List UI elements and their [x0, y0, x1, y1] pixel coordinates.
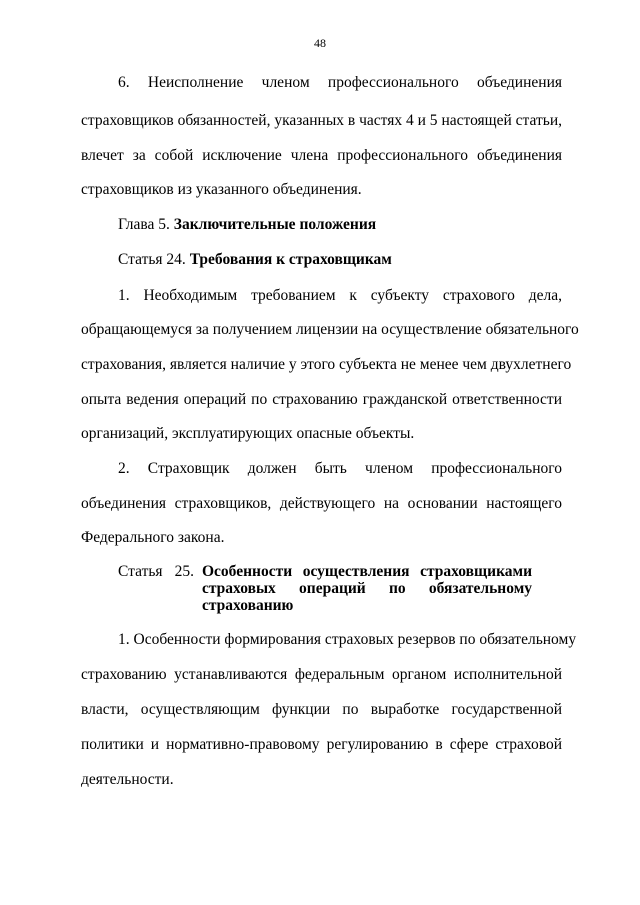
title-line: Особенности осуществления страховщиками [202, 563, 532, 580]
text-line: страховщиков из указанного объединения. [81, 181, 362, 198]
article-25-prefix [118, 563, 194, 581]
text-line: 6. Неисполнение членом профессионального объединения [118, 74, 562, 91]
chapter-heading [118, 215, 562, 235]
text-line: опыта ведения операций по страхованию гражданской ответственности [81, 391, 562, 408]
text-line: 1. Необходимым требованием к субъекту страхового дела, [118, 287, 562, 304]
article-25-word: Статья [118, 563, 163, 580]
chapter-title: Заключительные положения [173, 216, 377, 233]
article-25-title [202, 563, 532, 614]
title-line: страхованию [202, 597, 294, 614]
text-line: 1. Особенности формирования страховых резервов по обязательному [118, 631, 577, 648]
article-25-number: 25. [174, 563, 194, 580]
text-line: объединения страховщиков, действующего на основании настоящего [81, 495, 562, 512]
text-line: 2. Страховщик должен быть членом профессионального [118, 460, 562, 477]
article-24-prefix: Статья 24. [118, 251, 186, 268]
text-line: политики и нормативно-правовому регулированию в сфере страховой [81, 736, 562, 753]
title-line: страховых операций по обязательному [202, 580, 532, 597]
text-line: организаций, эксплуатирующих опасные объекты. [81, 425, 415, 442]
text-line: Федерального закона. [81, 529, 225, 546]
text-line: страхования, является наличие у этого субъекта не менее чем двухлетнего [81, 356, 572, 373]
text-line: деятельности. [81, 771, 174, 788]
text-line: влечет за собой исключение члена профессионального объединения [81, 147, 562, 164]
text-line: страхованию устанавливаются федеральным органом исполнительной [81, 666, 562, 683]
page-number: 48 [314, 36, 326, 50]
article-24-title: Требования к страховщикам [189, 251, 392, 268]
chapter-prefix: Глава 5. [118, 216, 170, 233]
article-24-heading [118, 250, 562, 270]
text-line: обращающемуся за получением лицензии на осуществление обязательного [81, 321, 579, 338]
text-line: власти, осуществляющим функции по выработке государственной [81, 701, 562, 718]
text-line: страховщиков обязанностей, указанных в частях 4 и 5 настоящей статьи, [81, 112, 562, 129]
